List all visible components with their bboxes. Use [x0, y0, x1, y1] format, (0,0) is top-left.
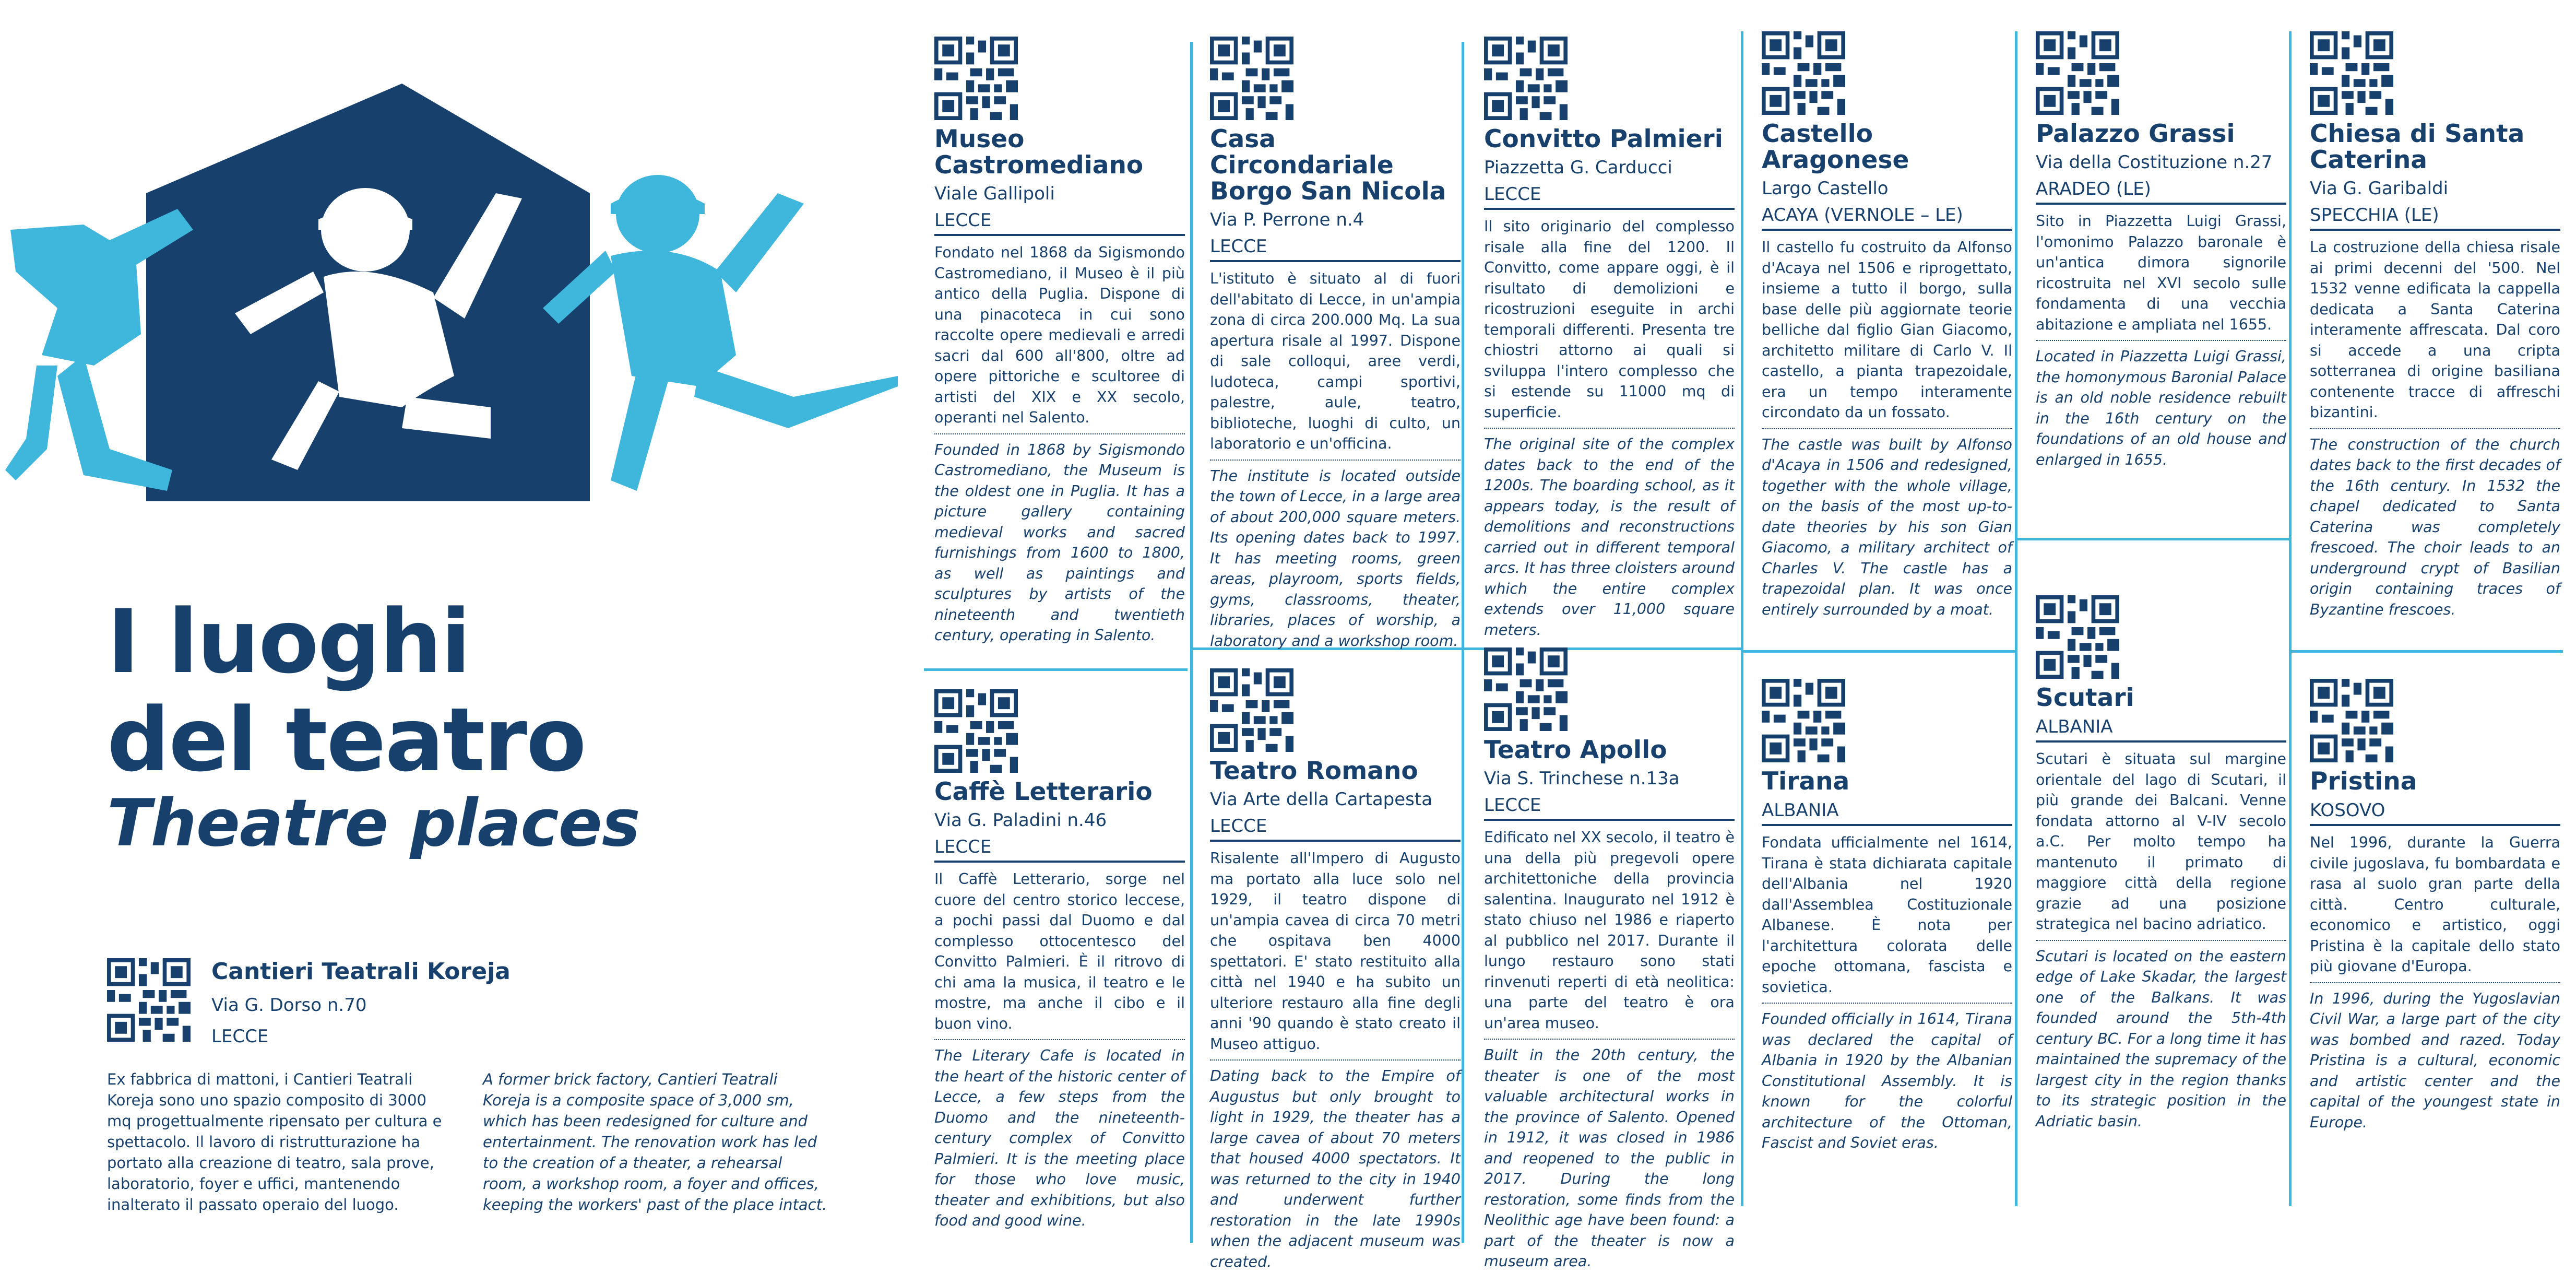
place-text-en: Founded in 1868 by Sigismondo Castromediano, the Museum is the oldest one in Puglia. It has a picture gallery containing medieval works and sacred furnishings from 1600 to 1800, as well as paintings and sculptures by artists of the nineteenth and twentieth century, operating in Salento.	[934, 441, 1185, 644]
place-card	[1484, 37, 1735, 640]
place-city: LECCE	[934, 209, 1185, 236]
place-name: Castello Aragonese	[1762, 120, 1909, 174]
place-text-it: Il Caffè Letterario, sorge nel cuore del centro storico leccese, a pochi passi dal Duomo e dal complesso ottocentesco del Convitto Palmieri. È il ritrovo di chi ama la musica, il teatro e le mostre, ma anche il cibo e il buon vino.	[934, 869, 1185, 1040]
english-title: Theatre places	[107, 786, 640, 861]
place-name: Teatro Apollo	[1484, 736, 1667, 764]
place-city: KOSOVO	[2310, 799, 2560, 826]
place-card	[2310, 679, 2560, 1133]
place-text-en: The Literary Cafe is located in the heart of the historic center of Lecce, a few steps from the Duomo and the nineteenth-century complex of Convitto Palmieri. It is the meeting place for those who love music, theater and exhibitions, but also food and good wine.	[934, 1047, 1185, 1229]
place-name: Teatro Romano	[1210, 757, 1418, 785]
qr-code-icon[interactable]	[2036, 31, 2119, 115]
place-text-it: Fondata ufficialmente nel 1614, Tirana è stata dichiarata capitale dell'Albania nel 1920 dall'Assemblea Costituzionale Albanese. È nota per l'architettura colorata delle epoche ottomana, fascista e sovietica.	[1762, 832, 2012, 1004]
place-address: Largo Castello	[1762, 178, 1889, 199]
place-card	[1762, 31, 2012, 620]
qr-code-icon[interactable]	[1210, 37, 1293, 120]
place-text-en: The construction of the church dates back to the first decades of the 16th century. In 1532 the chapel dedicated to Santa Caterina was completely frescoed. The choir leads to an underground crypt of Basilian origin containing traces of Byzantine frescoes.	[2310, 435, 2560, 618]
koreja-text-it: Ex fabbrica di mattoni, i Cantieri Teatrali Koreja sono uno spazio composito di 3000 mq progettualmente ripensato per cultura e spettacolo. Il lavoro di ristrutturazione ha portato alla creazione di teatro, sala prove, laboratorio, foyer e uffici, mantenendo inalterato il passato operaio del luogo.	[107, 1070, 442, 1214]
place-city: LECCE	[1484, 183, 1735, 210]
place-card	[1210, 668, 1461, 1272]
place-city: LECCE	[1210, 815, 1461, 842]
place-text-en: In 1996, during the Yugoslavian Civil War, a large part of the city was bombed and razed. Today Pristina is a cultural, economic and artistic center and the capital of the youngest state in Europe.	[2310, 990, 2560, 1131]
column-divider	[1462, 42, 1464, 1243]
place-city: LECCE	[1210, 235, 1461, 262]
place-address: Via G. Paladini n.46	[934, 810, 1107, 831]
main-title-line2: del teatro	[107, 689, 586, 791]
column-divider	[1741, 31, 1743, 1206]
place-name: Museo Castromediano	[934, 125, 1144, 180]
qr-code-icon[interactable]	[2310, 679, 2393, 762]
qr-code-icon[interactable]	[1484, 37, 1568, 120]
place-address: Via Arte della Cartapesta	[1210, 789, 1433, 810]
place-city: ACAYA (VERNOLE – LE)	[1762, 204, 2012, 231]
place-card	[934, 37, 1185, 646]
place-text-it: Sito in Piazzetta Luigi Grassi, l'omonimo Palazzo baronale è un'antica dimora signorile ricostruita nel XVI secolo sulle fondamenta di una vecchia abitazione e ampliata nel 1655.	[2036, 211, 2286, 341]
qr-code-icon[interactable]	[934, 37, 1018, 120]
qr-code-icon[interactable]	[1210, 668, 1293, 752]
place-name: Pristina	[2310, 767, 2417, 796]
place-city: SPECCHIA (LE)	[2310, 204, 2560, 231]
place-text-it: Il sito originario del complesso risale alla fine del 1200. Il Convitto, come appare oggi, è il risultato di demolizioni e ricostruzioni eseguite in archi temporali differenti. Presenta tre chiostri attorno ai quali si sviluppa l'intero complesso che si estende su 11000 mq di superficie.	[1484, 216, 1735, 429]
place-address: Viale Gallipoli	[934, 183, 1055, 204]
place-text-it: Fondato nel 1868 da Sigismondo Castromediano, il Museo è il più antico della Puglia. Dispone di una pinacoteca in cui sono raccolte opere medievali e arredi sacri dal 600 all'800, oltre ad opere pittoriche e scultoree di artisti del XIX e XX secolo, operanti nel Salento.	[934, 242, 1185, 434]
column-divider	[1190, 42, 1193, 1243]
koreja-name: Cantieri Teatrali Koreja	[211, 958, 511, 985]
place-address: Piazzetta G. Carducci	[1484, 157, 1672, 178]
qr-code-icon[interactable]	[934, 689, 1018, 773]
place-address: Via P. Perrone n.4	[1210, 209, 1364, 230]
place-city: LECCE	[1484, 794, 1735, 821]
place-address: Via della Costituzione n.27	[2036, 152, 2273, 173]
row-divider	[2017, 538, 2289, 540]
place-text-it: La costruzione della chiesa risale ai primi decenni del '500. Nel 1532 venne edificata la cappella dedicata a Santa Caterina interamente affrescata. Dal coro si accede a una cripta sotterranea di origine basiliana contenente tracce di affreschi bizantini.	[2310, 237, 2560, 429]
theatre-logo-illustration	[5, 73, 903, 501]
column-divider	[2015, 31, 2017, 1206]
qr-code-icon[interactable]	[1484, 647, 1568, 731]
place-card	[934, 689, 1185, 1231]
place-card	[1484, 647, 1735, 1272]
place-city: ALBANIA	[2036, 715, 2286, 743]
place-text-en: Located in Piazzetta Luigi Grassi, the homonymous Baronial Palace is an old noble residence rebuilt in the 16th century on the foundations of an old house and enlarged in 1655.	[2036, 348, 2286, 468]
place-name: Tirana	[1762, 767, 1850, 796]
qr-code-icon[interactable]	[1762, 31, 1845, 115]
place-text-en: Scutari is located on the eastern edge of Lake Skadar, the largest one of the Balkans. It was founded around the 5th-4th century BC. For a long time it has maintained the supremacy of the largest city in the region thanks to its strategic position in the Adriatic basin.	[2036, 947, 2286, 1130]
column-divider	[2289, 31, 2292, 1206]
place-text-it: Risalente all'Impero di Augusto ma portato alla luce solo nel 1929, il teatro dispone di un'ampia cavea di circa 70 metri che ospitava ben 4000 spettatori. E' stato restituito alla città nel 1940 e ha subito un ulteriore restauro alla fine degli anni '90 quando è stato creato il Museo attiguo.	[1210, 848, 1461, 1061]
place-name: Chiesa di Santa Caterina	[2310, 120, 2525, 174]
place-text-en: Founded officially in 1614, Tirana was declared the capital of Albania in 1920 by the Albanian Constitutional Assembly. It is known for the colorful architecture of the Ottoman, Fascist and Soviet eras.	[1762, 1010, 2012, 1151]
row-divider	[1743, 650, 2015, 653]
place-name: Palazzo Grassi	[2036, 120, 2235, 148]
place-card	[1762, 679, 2012, 1153]
qr-code-icon[interactable]	[2310, 31, 2393, 115]
place-card	[2036, 31, 2286, 470]
place-address: Via S. Trinchese n.13a	[1484, 768, 1680, 789]
koreja-city: LECCE	[211, 1026, 269, 1047]
place-text-it: Edificato nel XX secolo, il teatro è una della più pregevoli opere architettoniche della provincia salentina. Inaugurato nel 1912 è stato chiuso nel 1986 e riaperto al pubblico nel 2017. Durante il lungo restauro sono stati rinvenuti reperti di età neolitica: una parte del teatro è ora un'area museo.	[1484, 827, 1735, 1040]
place-card	[1210, 37, 1461, 651]
place-city: ALBANIA	[1762, 799, 2012, 826]
place-city: ARADEO (LE)	[2036, 178, 2286, 205]
main-title	[107, 593, 585, 789]
place-name: Casa Circondariale Borgo San Nicola	[1210, 125, 1446, 206]
koreja-address: Via G. Dorso n.70	[211, 995, 367, 1016]
place-text-en: The castle was built by Alfonso d'Acaya in 1506 and redesigned, together with the whole village, on the basis of the most up-to-date theories by his son Gian Giacomo, a military architect of Charles V. The castle has a trapezoidal plan. It was once entirely surrounded by a moat.	[1762, 435, 2012, 618]
place-text-it: Il castello fu costruito da Alfonso d'Acaya nel 1506 e riprogettato, insieme a tutto il borgo, sulla base delle più aggiornate teorie belliche dal figlio Gian Giacomo, architetto militare di Carlo V. Il castello, a pianta trapezoidale, era un tempo interamente circondato da un fossato.	[1762, 237, 2012, 429]
place-name: Scutari	[2036, 684, 2134, 712]
qr-code-icon[interactable]	[2036, 595, 2119, 679]
place-text-en: The institute is located outside the town of Lecce, in a large area of about 200,000 square meters. Its opening dates back to 1997. It has meeting rooms, green areas, playroom, sports fields, gyms, classrooms, theater, libraries, places of worship, a laboratory and a workshop room.	[1210, 467, 1461, 650]
place-name: Caffè Letterario	[934, 778, 1153, 806]
place-text-it: Nel 1996, durante la Guerra civile jugoslava, fu bombardata e rasa al suolo gran parte della città. Centro culturale, economico e artistico, oggi Pristina è la capitale dello stato più giovane d'Europa.	[2310, 832, 2560, 983]
place-card	[2036, 595, 2286, 1132]
place-text-en: The original site of the complex dates back to the end of the 1200s. The boarding school, as it appears today, is the result of demolitions and reconstructions carried out in different temporal arcs. It has three cloisters around which the entire complex extends over 11,000 square meters.	[1484, 435, 1735, 639]
main-title-line1: I luoghi	[107, 591, 470, 693]
qr-code-icon[interactable]	[107, 958, 191, 1042]
place-card	[2310, 31, 2560, 620]
place-text-it: L'istituto è situato al di fuori dell'abitato di Lecce, in un'ampia zona di circa 200.000 Mq. La sua apertura risale al 1997. Dispone di sale colloqui, aree verdi, ludoteca, campi sportivi, palestre, aule, teatro, biblioteche, luoghi di culto, un laboratorio e un'officina.	[1210, 268, 1461, 461]
place-name: Convitto Palmieri	[1484, 125, 1723, 154]
row-divider	[924, 668, 1188, 671]
koreja-text-en: A former brick factory, Cantieri Teatrali Koreja is a composite space of 3,000 sm, which has been redesigned for culture and entertainment. The renovation work has led to the creation of a theater, a rehearsal room, a workshop room, a foyer and offices, keeping the workers' past of the place intact.	[483, 1070, 827, 1214]
cyan-dancer-right	[543, 175, 898, 491]
qr-code-icon[interactable]	[1762, 679, 1845, 762]
row-divider	[2292, 650, 2563, 653]
place-text-it: Scutari è situata sul margine orientale del lago di Scutari, il più grande dei Balcani. Venne fondata attorno al V-IV secolo a.C. Per molto tempo ha mantenuto il primato di maggiore città della regione grazie ad una posizione strategica nel bacino adriatico.	[2036, 749, 2286, 941]
place-text-en: Built in the 20th century, the theater is one of the most valuable architectural works in the province of Salento. Opened in 1912, it was closed in 1986 and reopened to the public in 2017. During the long restoration, some finds from the Neolithic age have been found: a part of the theater is now a museum area.	[1484, 1046, 1735, 1270]
place-text-en: Dating back to the Empire of Augustus but only brought to light in 1929, the theater has a large cavea of about 70 meters that housed 4000 spectators. It was returned to the city in 1940 and underwent further restoration in the late 1990s when the adjacent museum was created.	[1210, 1067, 1461, 1270]
place-address: Via G. Garibaldi	[2310, 178, 2449, 199]
place-city: LECCE	[934, 835, 1185, 863]
